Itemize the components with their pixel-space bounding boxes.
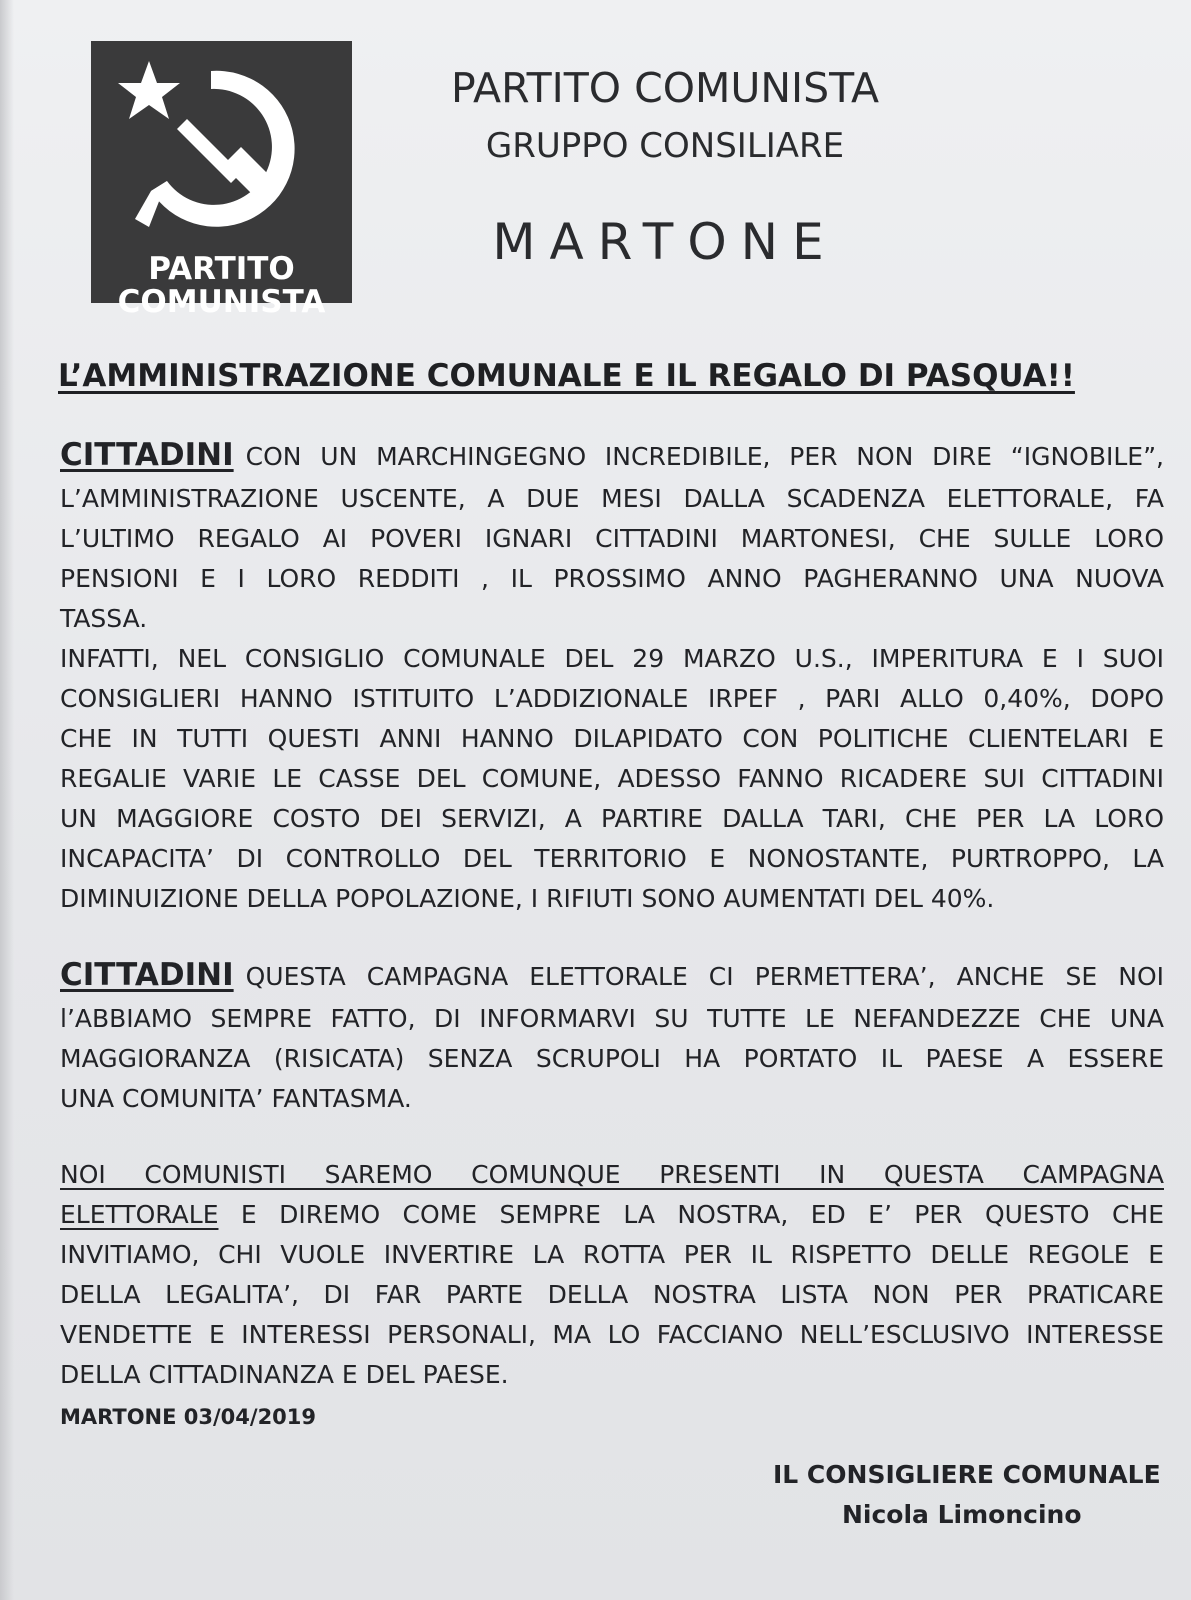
logo-line-2: COMUNISTA [117,284,326,320]
paragraph-3-line: DELLA CITTADINANZA E DEL PAESE. [60,1360,509,1389]
paragraph-3-line: VENDETTE E INTERESSI PERSONALI, MA LO FACCIANO NELL’ESCLUSIVO INTERESSE [60,1320,1164,1349]
town-name: MARTONE [492,213,838,271]
paragraph-2-line [60,957,1164,993]
paragraph-3-line: INVITIAMO, CHI VUOLE INVERTIRE LA ROTTA PER IL RISPETTO DELLE REGOLE E [60,1240,1164,1269]
page-title: L’AMMINISTRAZIONE COMUNALE E IL REGALO DI PASQUA!! [58,358,1075,394]
paragraph-1-line: CONSIGLIERI HANNO ISTITUITO L’ADDIZIONALE IRPEF , PARI ALLO 0,40%, DOPO [60,684,1164,713]
date-line: MARTONE 03/04/2019 [60,1405,317,1429]
party-name: PARTITO COMUNISTA [450,64,880,112]
paragraph-1-lead: CITTADINI [60,437,234,473]
paragraph-2-line: UNA COMUNITA’ FANTASMA. [60,1084,412,1113]
paragraph-1-line: INFATTI, NEL CONSIGLIO COMUNALE DEL 29 MARZO U.S., IMPERITURA E I SUOI [60,644,1164,673]
paragraph-1-line: DIMINUIZIONE DELLA POPOLAZIONE, I RIFIUTI SONO AUMENTATI DEL 40%. [60,884,995,913]
paragraph-1-line: PENSIONI E I LORO REDDITI , IL PROSSIMO ANNO PAGHERANNO UNA NUOVA [60,564,1164,593]
text-line: E DIREMO COME SEMPRE LA NOSTRA, ED E’ PER QUESTO CHE [240,1200,1165,1229]
paragraph-2-line: MAGGIORANZA (RISICATA) SENZA SCRUPOLI HA PORTATO IL PAESE A ESSERE [60,1044,1164,1073]
paragraph-3-underlined-line: NOI COMUNISTI SAREMO COMUNQUE PRESENTI IN QUESTA CAMPAGNA [60,1160,1164,1189]
paragraph-1-line: REGALIE VARIE LE CASSE DEL COMUNE, ADESSO FANNO RICADERE SUI CITTADINI [60,764,1164,793]
paragraph-1-line: INCAPACITA’ DI CONTROLLO DEL TERRITORIO E NONOSTANTE, PURTROPPO, LA [60,844,1164,873]
paragraph-1-line: L’ULTIMO REGALO AI POVERI IGNARI CITTADINI MARTONESI, CHE SULLE LORO [60,524,1164,553]
paragraph-2-line: l’ABBIAMO SEMPRE FATTO, DI INFORMARVI SU TUTTE LE NEFANDEZZE CHE UNA [60,1004,1164,1033]
logo-line-1: PARTITO [148,251,295,287]
signature-name: Nicola Limoncino [842,1500,1082,1529]
paragraph-1-line: UN MAGGIORE COSTO DEI SERVIZI, A PARTIRE DALLA TARI, CHE PER LA LORO [60,804,1164,833]
party-logo [91,41,352,320]
text-line: CON UN MARCHINGEGNO INCREDIBILE, PER NON DIRE “IGNOBILE”, [245,442,1164,471]
signature-role: IL CONSIGLIERE COMUNALE [773,1460,1161,1489]
paragraph-1-line: TASSA. [60,604,148,633]
paragraph-1-line [60,437,1164,473]
paragraph-2-lead: CITTADINI [60,957,234,993]
paragraph-3-line: DELLA LEGALITA’, DI FAR PARTE DELLA NOSTRA LISTA NON PER PRATICARE [60,1280,1164,1309]
underlined-word: ELETTORALE [60,1200,219,1229]
paragraph-1-line: CHE IN TUTTI QUESTI ANNI HANNO DILAPIDATO CON POLITICHE CLIENTELARI E [60,724,1164,753]
paragraph-3-line [60,1200,1164,1230]
paper-edge-shadow [0,0,14,1600]
group-name: GRUPPO CONSILIARE [485,126,845,166]
text-line: QUESTA CAMPAGNA ELETTORALE CI PERMETTERA’, ANCHE SE NOI [245,962,1164,991]
paragraph-1-line: L’AMMINISTRAZIONE USCENTE, A DUE MESI DALLA SCADENZA ELETTORALE, FA [60,484,1164,513]
